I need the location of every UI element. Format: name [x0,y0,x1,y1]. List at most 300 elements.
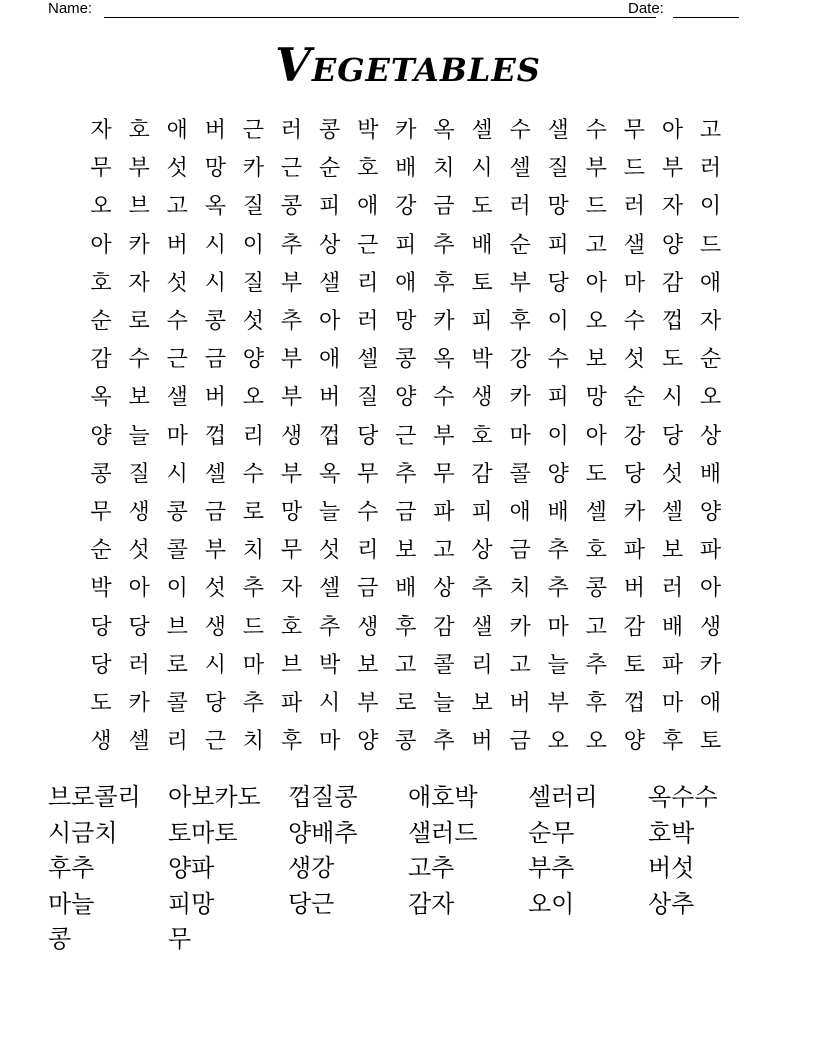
grid-letter[interactable]: 옥 [90,385,112,411]
grid-letter[interactable]: 망 [547,194,569,220]
grid-letter[interactable]: 콜 [166,538,188,564]
grid-letter[interactable]: 무 [90,156,112,182]
grid-letter[interactable]: 무 [623,118,645,144]
grid-letter[interactable]: 버 [471,729,493,755]
grid-letter[interactable]: 당 [547,270,569,296]
word-list-item: 콩 [48,925,72,953]
grid-letter[interactable]: 강 [395,194,417,220]
grid-letter[interactable]: 마 [623,270,645,296]
grid-letter[interactable]: 금 [204,347,226,373]
grid-letter[interactable]: 콩 [395,729,417,755]
grid-letter[interactable]: 섯 [242,309,265,335]
grid-letter[interactable]: 호 [90,270,112,296]
grid-letter[interactable]: 이 [699,194,722,220]
grid-letter[interactable]: 고 [166,194,188,220]
grid-letter[interactable]: 당 [90,652,112,678]
grid-letter[interactable]: 고 [585,232,607,258]
grid-letter[interactable]: 배 [661,614,684,640]
grid-letter[interactable]: 생 [471,385,493,411]
grid-letter[interactable]: 추 [547,538,569,564]
grid-letter[interactable]: 근 [395,423,417,449]
grid-letter[interactable]: 브 [166,614,188,640]
grid-letter[interactable]: 카 [699,652,722,678]
grid-letter[interactable]: 호 [280,614,303,640]
grid-letter[interactable]: 추 [280,232,303,258]
grid-letter[interactable]: 고 [509,652,531,678]
grid-letter[interactable]: 호 [357,156,379,182]
grid-letter[interactable]: 애 [395,270,417,296]
grid-letter[interactable]: 시 [471,156,493,182]
grid-letter[interactable]: 파 [623,538,645,564]
grid-letter[interactable]: 후 [585,690,607,716]
grid-letter[interactable]: 리 [471,652,493,678]
grid-letter[interactable]: 무 [357,461,379,487]
grid-letter[interactable]: 셀 [471,118,493,144]
grid-letter[interactable]: 수 [242,461,265,487]
grid-letter[interactable]: 토 [471,270,493,296]
grid-letter[interactable]: 양 [661,232,684,258]
grid-letter[interactable]: 로 [395,690,417,716]
grid-letter[interactable]: 마 [509,423,531,449]
grid-letter[interactable]: 호 [585,538,607,564]
grid-letter[interactable]: 양 [357,729,379,755]
grid-letter[interactable]: 당 [357,423,379,449]
grid-letter[interactable]: 근 [280,156,303,182]
grid-letter[interactable]: 무 [90,499,112,525]
grid-letter[interactable]: 호 [128,118,150,144]
word-list-item: 버섯 [648,854,695,882]
grid-letter[interactable]: 카 [128,232,150,258]
grid-letter[interactable]: 도 [90,690,112,716]
grid-letter[interactable]: 섯 [318,538,341,564]
grid-letter[interactable]: 마 [166,423,188,449]
grid-letter[interactable]: 순 [90,309,112,335]
grid-letter[interactable]: 양 [242,347,265,373]
grid-letter[interactable]: 콩 [166,499,188,525]
word-list-item: 부추 [528,854,575,882]
grid-letter[interactable]: 파 [661,652,684,678]
grid-letter[interactable]: 샐 [623,232,645,258]
grid-letter[interactable]: 부 [128,156,150,182]
grid-letter[interactable]: 치 [242,538,265,564]
grid-letter[interactable]: 후 [661,729,684,755]
grid-letter[interactable]: 생 [357,614,379,640]
name-blank-line[interactable] [104,17,656,18]
grid-letter[interactable]: 자 [90,118,112,144]
grid-letter[interactable]: 옥 [204,194,226,220]
grid-letter[interactable]: 피 [547,385,569,411]
grid-letter[interactable]: 콜 [166,690,188,716]
grid-letter[interactable]: 러 [280,118,303,144]
grid-letter[interactable]: 자 [661,194,684,220]
grid-letter[interactable]: 호 [471,423,493,449]
grid-letter[interactable]: 치 [433,156,455,182]
grid-letter[interactable]: 애 [509,499,531,525]
grid-letter[interactable]: 생 [90,729,112,755]
grid-letter[interactable]: 로 [242,499,265,525]
grid-letter[interactable]: 러 [661,576,684,602]
grid-letter[interactable]: 금 [509,538,531,564]
grid-letter[interactable]: 감 [661,270,684,296]
grid-letter[interactable]: 추 [433,232,455,258]
grid-letter[interactable]: 오 [585,309,607,335]
grid-letter[interactable]: 카 [509,385,531,411]
grid-letter[interactable]: 피 [395,232,417,258]
grid-letter[interactable]: 애 [166,118,188,144]
grid-letter[interactable]: 금 [433,194,455,220]
grid-letter[interactable]: 도 [585,461,607,487]
grid-letter[interactable]: 고 [699,118,722,144]
grid-letter[interactable]: 수 [623,309,645,335]
grid-letter[interactable]: 콩 [280,194,303,220]
grid-letter[interactable]: 당 [661,423,684,449]
grid-letter[interactable]: 추 [395,461,417,487]
grid-letter[interactable]: 부 [280,461,303,487]
grid-letter[interactable]: 수 [547,347,569,373]
grid-letter[interactable]: 박 [357,118,379,144]
grid-letter[interactable]: 시 [204,232,226,258]
grid-letter[interactable]: 양 [547,461,569,487]
grid-letter[interactable]: 샐 [318,270,341,296]
grid-letter[interactable]: 섯 [128,538,150,564]
grid-letter[interactable]: 배 [699,461,722,487]
grid-letter[interactable]: 추 [547,576,569,602]
grid-letter[interactable]: 토 [699,729,722,755]
grid-letter[interactable]: 당 [90,614,112,640]
grid-letter[interactable]: 피 [471,309,493,335]
grid-letter[interactable]: 콜 [509,461,531,487]
grid-letter[interactable]: 보 [357,652,379,678]
grid-letter[interactable]: 늘 [547,652,569,678]
grid-letter[interactable]: 러 [357,309,379,335]
grid-letter[interactable]: 질 [128,461,150,487]
grid-letter[interactable]: 망 [585,385,607,411]
grid-letter[interactable]: 마 [242,652,265,678]
grid-letter[interactable]: 수 [166,309,188,335]
grid-letter[interactable]: 리 [242,423,265,449]
grid-letter[interactable]: 후 [509,309,531,335]
grid-letter[interactable]: 박 [471,347,493,373]
grid-letter[interactable]: 카 [433,309,455,335]
grid-letter[interactable]: 애 [699,690,722,716]
grid-letter[interactable]: 추 [471,576,493,602]
grid-letter[interactable]: 질 [242,270,265,296]
grid-letter[interactable]: 추 [280,309,303,335]
grid-letter[interactable]: 시 [318,690,341,716]
grid-letter[interactable]: 박 [90,576,112,602]
grid-letter[interactable]: 껍 [318,423,341,449]
grid-letter[interactable]: 카 [623,499,645,525]
grid-letter[interactable]: 순 [318,156,341,182]
grid-letter[interactable]: 근 [204,729,226,755]
grid-letter[interactable]: 부 [280,385,303,411]
grid-letter[interactable]: 추 [585,652,607,678]
grid-letter[interactable]: 추 [242,690,265,716]
grid-letter[interactable]: 양 [699,499,722,525]
grid-letter[interactable]: 셀 [509,156,531,182]
grid-letter[interactable]: 셀 [661,499,684,525]
grid-letter[interactable]: 아 [585,423,607,449]
grid-letter[interactable]: 러 [509,194,531,220]
grid-letter[interactable]: 시 [166,461,188,487]
grid-letter[interactable]: 생 [128,499,150,525]
grid-letter[interactable]: 토 [623,652,645,678]
grid-letter[interactable]: 샐 [166,385,188,411]
grid-letter[interactable]: 자 [128,270,150,296]
grid-letter[interactable]: 생 [280,423,303,449]
grid-letter[interactable]: 러 [623,194,645,220]
grid-letter[interactable]: 콩 [395,347,417,373]
grid-letter[interactable]: 부 [280,270,303,296]
grid-letter[interactable]: 카 [395,118,417,144]
grid-letter[interactable]: 고 [433,538,455,564]
grid-letter[interactable]: 추 [318,614,341,640]
grid-letter[interactable]: 후 [433,270,455,296]
grid-letter[interactable]: 오 [242,385,265,411]
word-list-item: 무 [168,925,192,953]
grid-letter[interactable]: 버 [318,385,341,411]
grid-letter[interactable]: 버 [623,576,645,602]
date-blank-line[interactable] [673,17,739,18]
grid-letter[interactable]: 늘 [433,690,455,716]
grid-letter[interactable]: 치 [509,576,531,602]
grid-letter[interactable]: 아 [128,576,150,602]
grid-letter[interactable]: 수 [433,385,455,411]
grid-letter[interactable]: 배 [395,576,417,602]
grid-letter[interactable]: 아 [318,309,341,335]
grid-letter[interactable]: 감 [433,614,455,640]
grid-letter[interactable]: 상 [433,576,455,602]
grid-letter[interactable]: 드 [242,614,265,640]
grid-letter[interactable]: 수 [357,499,379,525]
grid-letter[interactable]: 감 [90,347,112,373]
grid-letter[interactable]: 이 [166,576,188,602]
grid-letter[interactable]: 부 [204,538,226,564]
grid-letter[interactable]: 자 [280,576,303,602]
grid-letter[interactable]: 오 [90,194,112,220]
grid-letter[interactable]: 콩 [585,576,607,602]
grid-letter[interactable]: 금 [395,499,417,525]
grid-letter[interactable]: 질 [357,385,379,411]
grid-letter[interactable]: 보 [128,385,150,411]
grid-letter[interactable]: 콩 [318,118,341,144]
grid-letter[interactable]: 오 [699,385,722,411]
grid-letter[interactable]: 강 [623,423,645,449]
grid-letter[interactable]: 치 [242,729,265,755]
grid-letter[interactable]: 섯 [623,347,645,373]
grid-letter[interactable]: 고 [395,652,417,678]
grid-letter[interactable]: 콩 [90,461,112,487]
grid-letter[interactable]: 섯 [204,576,226,602]
grid-letter[interactable]: 부 [280,347,303,373]
grid-letter[interactable]: 당 [623,461,645,487]
grid-letter[interactable]: 리 [166,729,188,755]
grid-letter[interactable]: 이 [242,232,265,258]
grid-letter[interactable]: 감 [623,614,645,640]
grid-letter[interactable]: 시 [661,385,684,411]
grid-letter[interactable]: 순 [90,538,112,564]
grid-letter[interactable]: 버 [509,690,531,716]
grid-letter[interactable]: 금 [204,499,226,525]
grid-letter[interactable]: 박 [318,652,341,678]
grid-letter[interactable]: 껍 [661,309,684,335]
grid-letter[interactable]: 마 [547,614,569,640]
grid-letter[interactable]: 근 [357,232,379,258]
grid-letter[interactable]: 자 [699,309,722,335]
grid-letter[interactable]: 강 [509,347,531,373]
grid-letter[interactable]: 늘 [318,499,341,525]
grid-letter[interactable]: 셀 [357,347,379,373]
grid-letter[interactable]: 셀 [318,576,341,602]
grid-letter[interactable]: 보 [585,347,607,373]
grid-letter[interactable]: 버 [204,118,226,144]
grid-letter[interactable]: 리 [357,538,379,564]
grid-letter[interactable]: 이 [547,423,569,449]
grid-letter[interactable]: 상 [699,423,722,449]
grid-letter[interactable]: 애 [699,270,722,296]
grid-letter[interactable]: 애 [318,347,341,373]
grid-letter[interactable]: 양 [90,423,112,449]
grid-letter[interactable]: 배 [547,499,569,525]
grid-letter[interactable]: 질 [242,194,265,220]
grid-letter[interactable]: 감 [471,461,493,487]
grid-letter[interactable]: 상 [471,538,493,564]
grid-letter[interactable]: 드 [699,232,722,258]
grid-letter[interactable]: 마 [318,729,341,755]
grid-letter[interactable]: 파 [433,499,455,525]
grid-letter[interactable]: 질 [547,156,569,182]
grid-letter[interactable]: 생 [699,614,722,640]
word-list-item: 당근 [288,889,335,918]
grid-letter[interactable]: 브 [280,652,303,678]
grid-letter[interactable]: 이 [547,309,569,335]
grid-letter[interactable]: 보 [395,538,417,564]
grid-letter[interactable]: 버 [166,232,188,258]
grid-letter[interactable]: 망 [204,156,226,182]
grid-letter[interactable]: 피 [471,499,493,525]
grid-letter[interactable]: 아 [661,118,684,144]
grid-letter[interactable]: 셀 [128,729,150,755]
word-list-item: 피망 [168,889,215,918]
grid-letter[interactable]: 카 [128,690,150,716]
grid-letter[interactable]: 늘 [128,423,150,449]
grid-letter[interactable]: 도 [471,194,493,220]
grid-letter[interactable]: 샐 [471,614,493,640]
grid-letter[interactable]: 섯 [166,270,188,296]
grid-letter[interactable]: 피 [318,194,341,220]
grid-letter[interactable]: 무 [280,538,303,564]
grid-letter[interactable]: 러 [699,156,722,182]
grid-letter[interactable]: 당 [128,614,150,640]
grid-letter[interactable]: 파 [280,690,303,716]
grid-letter[interactable]: 시 [204,270,226,296]
grid-letter[interactable]: 보 [661,538,684,564]
grid-letter[interactable]: 리 [357,270,379,296]
grid-letter[interactable]: 부 [661,156,684,182]
grid-letter[interactable]: 껍 [623,690,645,716]
grid-letter[interactable]: 카 [509,614,531,640]
grid-letter[interactable]: 순 [699,347,722,373]
grid-letter[interactable]: 보 [471,690,493,716]
grid-letter[interactable]: 셀 [585,499,607,525]
grid-letter[interactable]: 오 [585,729,607,755]
grid-letter[interactable]: 오 [547,729,569,755]
grid-letter[interactable]: 섯 [166,156,188,182]
grid-letter[interactable]: 배 [471,232,493,258]
grid-letter[interactable]: 배 [395,156,417,182]
grid-letter[interactable]: 생 [204,614,226,640]
grid-letter[interactable]: 마 [661,690,684,716]
grid-letter[interactable]: 옥 [433,118,455,144]
grid-letter[interactable]: 로 [128,309,150,335]
grid-letter[interactable]: 순 [509,232,531,258]
grid-letter[interactable]: 파 [699,538,722,564]
grid-letter[interactable]: 시 [204,652,226,678]
word-list-item: 토마토 [168,818,238,847]
grid-letter[interactable]: 부 [357,690,379,716]
grid-letter[interactable]: 양 [623,729,645,755]
grid-letter[interactable]: 콜 [433,652,455,678]
grid-letter[interactable]: 아 [699,576,722,602]
grid-letter[interactable]: 카 [242,156,265,182]
header [48,0,748,20]
grid-letter[interactable]: 아 [585,270,607,296]
grid-letter[interactable]: 드 [623,156,645,182]
grid-letter[interactable]: 로 [166,652,188,678]
grid-letter[interactable]: 고 [585,614,607,640]
grid-letter[interactable]: 도 [661,347,684,373]
grid-letter[interactable]: 아 [90,232,112,258]
grid-letter[interactable]: 껍 [204,423,226,449]
grid-letter[interactable]: 수 [128,347,150,373]
grid-letter[interactable]: 금 [509,729,531,755]
grid-letter[interactable]: 추 [242,576,265,602]
grid-letter[interactable]: 옥 [433,347,455,373]
grid-letter[interactable]: 브 [128,194,150,220]
name-label: Name: [48,0,93,17]
grid-letter[interactable]: 후 [280,729,303,755]
grid-letter[interactable]: 망 [395,309,417,335]
grid-letter[interactable]: 부 [547,690,569,716]
grid-letter[interactable]: 콩 [204,309,226,335]
grid-letter[interactable]: 후 [395,614,417,640]
grid-letter[interactable]: 금 [357,576,379,602]
grid-letter[interactable]: 러 [128,652,150,678]
grid-letter[interactable]: 부 [509,270,531,296]
grid-letter[interactable]: 망 [280,499,303,525]
grid-letter[interactable]: 셀 [204,461,226,487]
grid-letter[interactable]: 근 [242,118,265,144]
grid-letter[interactable]: 부 [433,423,455,449]
grid-letter[interactable]: 순 [623,385,645,411]
grid-letter[interactable]: 섯 [661,461,684,487]
grid-letter[interactable]: 당 [204,690,226,716]
grid-letter[interactable]: 근 [166,347,188,373]
grid-letter[interactable]: 샐 [547,118,569,144]
grid-letter[interactable]: 무 [433,461,455,487]
grid-letter[interactable]: 수 [585,118,607,144]
grid-letter[interactable]: 추 [433,729,455,755]
grid-letter[interactable]: 양 [395,385,417,411]
grid-letter[interactable]: 상 [318,232,341,258]
grid-letter[interactable]: 옥 [318,461,341,487]
grid-letter[interactable]: 피 [547,232,569,258]
grid-letter[interactable]: 부 [585,156,607,182]
grid-letter[interactable]: 애 [357,194,379,220]
grid-letter[interactable]: 드 [585,194,607,220]
grid-letter[interactable]: 버 [204,385,226,411]
grid-letter[interactable]: 수 [509,118,531,144]
